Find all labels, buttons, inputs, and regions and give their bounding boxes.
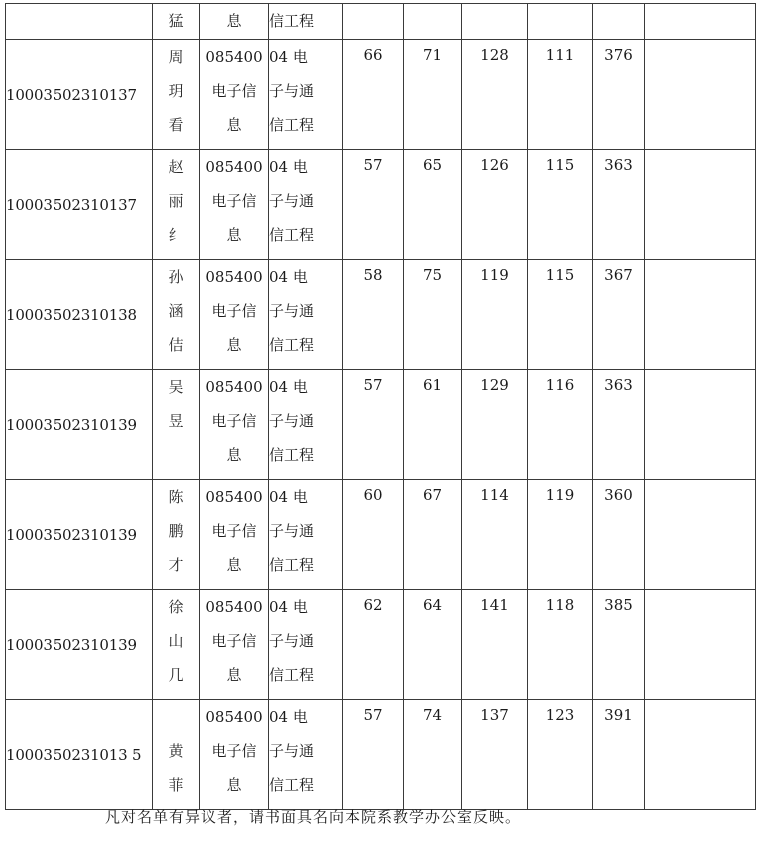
name-cell — [153, 260, 200, 370]
direction-cell-line: 信工程 — [269, 446, 315, 464]
total-score-cell: 363 — [593, 150, 645, 260]
major-cell-line: 电子信 — [211, 742, 257, 760]
name-cell — [153, 480, 200, 590]
name-cell-line: 涵 — [168, 302, 184, 320]
subject2-score-cell: 111 — [528, 40, 593, 150]
politics-cell — [343, 4, 404, 40]
total-cell — [593, 4, 645, 40]
remark-cell — [645, 370, 756, 480]
name-cell — [153, 370, 200, 480]
name-cell-line: 菲 — [168, 776, 184, 794]
major-cell-line: 085400 — [205, 268, 263, 286]
politics-score-cell: 62 — [343, 590, 404, 700]
major-cell-line: 息 — [226, 556, 242, 574]
major-cell-line: 085400 — [205, 708, 263, 726]
name-cell-line: 山 — [168, 632, 184, 650]
direction-cell-line: 04 电 — [269, 488, 308, 506]
remark-cell — [645, 590, 756, 700]
table-row-continued — [6, 4, 756, 40]
subject2-score-cell: 118 — [528, 590, 593, 700]
total-score-cell: 363 — [593, 370, 645, 480]
name-cell-line: 周 — [168, 48, 184, 66]
exam-id-cell: 10003502310138 — [6, 260, 153, 370]
politics-score-cell: 57 — [343, 150, 404, 260]
subject1-score-cell: 128 — [462, 40, 528, 150]
table-row — [6, 150, 756, 260]
major-cell-line: 电子信 — [211, 632, 257, 650]
name-cell-line: 鹏 — [168, 522, 184, 540]
table-row — [6, 260, 756, 370]
subject1-score-cell: 126 — [462, 150, 528, 260]
direction-cell-line: 04 电 — [269, 598, 308, 616]
major-cell-line: 085400 — [205, 598, 263, 616]
name-cell-line: 赵 — [168, 158, 184, 176]
total-score-cell: 360 — [593, 480, 645, 590]
politics-score-cell: 57 — [343, 370, 404, 480]
english-score-cell: 71 — [404, 40, 462, 150]
major-cell-line: 085400 — [205, 488, 263, 506]
direction-cell-line: 子与通 — [269, 302, 315, 320]
remark-cell — [645, 260, 756, 370]
direction-cell-line: 信工程 — [269, 556, 315, 574]
direction-cell-line: 04 电 — [269, 378, 308, 396]
subject1-score-cell: 141 — [462, 590, 528, 700]
exam-id-cell: 1000350231013 5 — [6, 700, 153, 810]
remark-cell — [645, 4, 756, 40]
total-score-cell: 391 — [593, 700, 645, 810]
id-cell — [6, 4, 153, 40]
total-score-cell: 376 — [593, 40, 645, 150]
major-cell: 息 — [200, 4, 269, 40]
name-cell-line — [153, 438, 199, 472]
subject2-score-cell: 115 — [528, 260, 593, 370]
name-cell-line: 陈 — [168, 488, 184, 506]
english-score-cell: 67 — [404, 480, 462, 590]
name-cell — [153, 590, 200, 700]
english-score-cell: 65 — [404, 150, 462, 260]
direction-cell-line: 子与通 — [269, 192, 315, 210]
direction-cell-line: 信工程 — [269, 116, 315, 134]
major-cell-line: 息 — [226, 336, 242, 354]
exam-id-cell: 10003502310139 — [6, 370, 153, 480]
admission-list-table — [5, 3, 756, 810]
major-cell — [200, 150, 269, 260]
major-cell-line: 电子信 — [211, 522, 257, 540]
exam-id-cell: 10003502310139 — [6, 590, 153, 700]
table-row — [6, 370, 756, 480]
exam-id-cell: 10003502310139 — [6, 480, 153, 590]
politics-score-cell: 57 — [343, 700, 404, 810]
footer-note: 凡对名单有异议者，请书面具名向本院系教学办公室反映。 — [105, 808, 522, 826]
major-cell-line: 085400 — [205, 378, 263, 396]
name-cell — [153, 700, 200, 810]
remark-cell — [645, 40, 756, 150]
subject2-cell — [528, 4, 593, 40]
name-cell-line — [153, 700, 199, 734]
subject1-cell — [462, 4, 528, 40]
direction-cell-line: 04 电 — [269, 158, 308, 176]
name-cell-line: 昱 — [168, 412, 184, 430]
subject1-score-cell: 137 — [462, 700, 528, 810]
direction-cell — [269, 40, 343, 150]
politics-score-cell: 58 — [343, 260, 404, 370]
name-cell-line: 佶 — [168, 336, 184, 354]
english-score-cell: 75 — [404, 260, 462, 370]
total-score-cell: 385 — [593, 590, 645, 700]
major-cell — [200, 700, 269, 810]
remark-cell — [645, 480, 756, 590]
direction-cell: 信工程 — [269, 4, 343, 40]
direction-cell — [269, 370, 343, 480]
remark-cell — [645, 150, 756, 260]
major-cell-line: 085400 — [205, 158, 263, 176]
english-cell — [404, 4, 462, 40]
name-cell-line: 黄 — [168, 742, 184, 760]
remark-cell — [645, 700, 756, 810]
major-cell — [200, 260, 269, 370]
direction-cell-line: 子与通 — [269, 82, 315, 100]
subject2-score-cell: 115 — [528, 150, 593, 260]
name-cell-line: 纟 — [168, 226, 184, 244]
major-cell — [200, 40, 269, 150]
major-cell-line: 息 — [226, 776, 242, 794]
name-cell-line: 看 — [168, 116, 184, 134]
politics-score-cell: 66 — [343, 40, 404, 150]
politics-score-cell: 60 — [343, 480, 404, 590]
major-cell-line: 电子信 — [211, 412, 257, 430]
direction-cell-line: 子与通 — [269, 412, 315, 430]
major-cell-line: 电子信 — [211, 82, 257, 100]
major-cell-line: 电子信 — [211, 192, 257, 210]
name-cell-line: 几 — [168, 666, 184, 684]
direction-cell — [269, 260, 343, 370]
subject2-score-cell: 119 — [528, 480, 593, 590]
name-cell-line: 吴 — [168, 378, 184, 396]
english-score-cell: 64 — [404, 590, 462, 700]
subject2-score-cell: 123 — [528, 700, 593, 810]
major-cell — [200, 590, 269, 700]
direction-cell-line: 04 电 — [269, 708, 308, 726]
table-row — [6, 480, 756, 590]
direction-cell-line: 信工程 — [269, 226, 315, 244]
major-cell-line: 085400 — [205, 48, 263, 66]
name-cell-line: 玥 — [168, 82, 184, 100]
major-cell — [200, 480, 269, 590]
english-score-cell: 74 — [404, 700, 462, 810]
major-cell-line: 息 — [226, 446, 242, 464]
name-cell — [153, 40, 200, 150]
table-row — [6, 40, 756, 150]
table-row — [6, 590, 756, 700]
major-cell — [200, 370, 269, 480]
table-row — [6, 700, 756, 810]
subject1-score-cell: 119 — [462, 260, 528, 370]
subject2-score-cell: 116 — [528, 370, 593, 480]
major-cell-line: 息 — [226, 226, 242, 244]
direction-cell-line: 04 电 — [269, 48, 308, 66]
subject1-score-cell: 129 — [462, 370, 528, 480]
direction-cell — [269, 480, 343, 590]
major-cell-line: 电子信 — [211, 302, 257, 320]
name-cell-line: 孙 — [168, 268, 184, 286]
direction-cell-line: 子与通 — [269, 522, 315, 540]
direction-cell-line: 04 电 — [269, 268, 308, 286]
major-cell-line: 息 — [226, 666, 242, 684]
name-cell-line: 才 — [168, 556, 184, 574]
total-score-cell: 367 — [593, 260, 645, 370]
direction-cell — [269, 700, 343, 810]
name-cell — [153, 150, 200, 260]
direction-cell — [269, 150, 343, 260]
subject1-score-cell: 114 — [462, 480, 528, 590]
english-score-cell: 61 — [404, 370, 462, 480]
exam-id-cell: 10003502310137 — [6, 40, 153, 150]
name-cell-line: 徐 — [168, 598, 184, 616]
name-cell: 猛 — [153, 4, 200, 40]
direction-cell-line: 信工程 — [269, 776, 315, 794]
name-cell-line: 丽 — [168, 192, 184, 210]
direction-cell-line: 信工程 — [269, 666, 315, 684]
direction-cell — [269, 590, 343, 700]
exam-id-cell: 10003502310137 — [6, 150, 153, 260]
major-cell-line: 息 — [226, 116, 242, 134]
direction-cell-line: 子与通 — [269, 742, 315, 760]
direction-cell-line: 子与通 — [269, 632, 315, 650]
direction-cell-line: 信工程 — [269, 336, 315, 354]
